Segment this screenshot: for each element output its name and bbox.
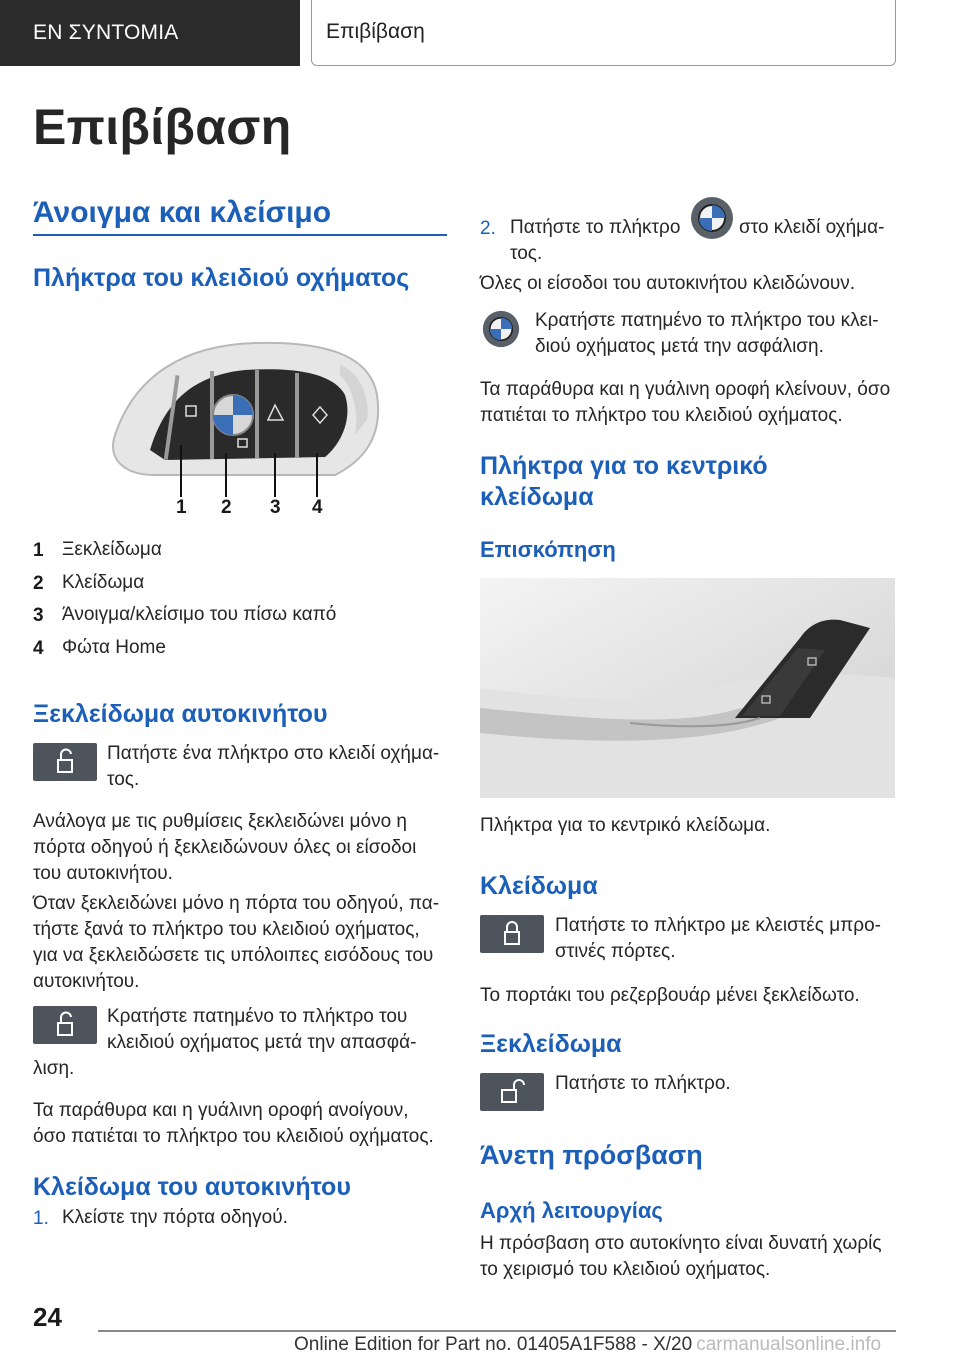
- legend-num: 1: [33, 540, 44, 561]
- lock-icon: [480, 915, 544, 953]
- text-line: Κρατήστε πατημένο το πλήκτρο του: [107, 1006, 408, 1027]
- watermark: carmanualsonline.info: [696, 1334, 882, 1355]
- legend-num: 2: [33, 573, 44, 594]
- text-line: Το πορτάκι του ρεζερβουάρ μένει ξεκλείδωτο.: [480, 985, 860, 1006]
- step-text: Κλείστε την πόρτα οδηγού.: [62, 1207, 288, 1228]
- text-line: Όλες οι είσοδοι του αυτοκινήτου κλειδώνουν.: [480, 273, 856, 294]
- heading-lock-vehicle: Κλείδωμα του αυτοκινήτου: [33, 1173, 351, 1201]
- legend-num: 3: [33, 605, 44, 626]
- step-text: τος.: [510, 243, 543, 264]
- step-text: Πατήστε το πλήκτρο: [510, 217, 681, 238]
- heading-unlock-vehicle: Ξεκλείδωμα αυτοκινήτου: [33, 700, 328, 728]
- text-line: το χειρισμό του κλειδιού οχήματος.: [480, 1259, 771, 1280]
- heading-rule: [33, 234, 447, 236]
- unlock-icon: [33, 1006, 97, 1044]
- step-number: 1.: [33, 1208, 49, 1229]
- text-line: Τα παράθυρα και η γυάλινη οροφή ανοίγουν,: [33, 1100, 409, 1121]
- heading-overview: Επισκόπηση: [480, 537, 616, 562]
- heading-principle: Αρχή λειτουργίας: [480, 1198, 663, 1223]
- text-line: Πατήστε το πλήκτρο με κλειστές μπρο-: [555, 915, 881, 936]
- legend-num: 4: [33, 638, 44, 659]
- callout-2: 2: [221, 497, 232, 518]
- step-number: 2.: [480, 218, 496, 239]
- text-line: για να ξεκλειδώσετε τις υπόλοιπες εισόδους του: [33, 945, 434, 966]
- text-line: Πατήστε το πλήκτρο.: [555, 1073, 731, 1094]
- heading-unlock: Ξεκλείδωμα: [480, 1030, 622, 1058]
- text-line: πατιέται το πλήκτρο του κλειδιού οχήματος.: [480, 405, 843, 426]
- text-line: του αυτοκινήτου.: [33, 863, 173, 884]
- callout-1: 1: [176, 497, 187, 518]
- callout-4: 4: [312, 497, 323, 518]
- legend-label: Άνοιγμα/κλείσιμο του πίσω καπό: [62, 604, 337, 625]
- text-line: κλειδιού οχήματος μετά την απασφά-: [107, 1032, 417, 1053]
- edition-text: Online Edition for Part no. 01405A1F588 - X/20: [294, 1334, 693, 1355]
- text-line: πόρτα οδηγού ή ξεκλειδώνουν όλες οι είσοδοι: [33, 837, 417, 858]
- text-line: Κρατήστε πατημένο το πλήκτρο του κλει-: [535, 310, 879, 331]
- text-line: στινές πόρτες.: [555, 941, 676, 962]
- heading-comfort-access: Άνετη πρόσβαση: [480, 1140, 703, 1170]
- heading-key-buttons: Πλήκτρα του κλειδιού οχήματος: [33, 264, 410, 292]
- figure-caption: Πλήκτρα για το κεντρικό κλείδωμα.: [480, 815, 771, 836]
- heading-open-close: Άνοιγμα και κλείσιμο: [33, 196, 332, 229]
- chapter-tab: Επιβίβαση: [311, 0, 896, 66]
- bmw-logo-icon: [482, 310, 520, 348]
- text-line: τος.: [107, 769, 140, 790]
- legend-label: Φώτα Home: [62, 637, 166, 658]
- key-fob-illustration: [95, 335, 390, 520]
- legend-label: Κλείδωμα: [62, 572, 145, 593]
- step-text: στο κλειδί οχήμα-: [739, 217, 885, 238]
- text-line: Η πρόσβαση στο αυτοκίνητο είναι δυνατή χωρίς: [480, 1233, 882, 1254]
- text-line: Όταν ξεκλειδώνει μόνο η πόρτα του οδηγού, πα-: [33, 893, 440, 914]
- unlock-icon: [33, 743, 97, 781]
- text-line: λιση.: [33, 1058, 75, 1079]
- heading-central-locking: Πλήκτρα για το κεντρικό: [480, 452, 768, 480]
- section-tab: ΕΝ ΣΥΝΤΟΜΙΑ: [0, 0, 300, 66]
- heading-lock: Κλείδωμα: [480, 872, 598, 900]
- text-line: Ανάλογα με τις ρυθμίσεις ξεκλειδώνει μόνο η: [33, 811, 407, 832]
- heading-central-locking: κλείδωμα: [480, 483, 594, 511]
- footer-edition: [294, 1334, 881, 1356]
- unlock-icon: [480, 1073, 544, 1111]
- text-line: όσο πατιέται το πλήκτρο του κλειδιού οχήματος.: [33, 1126, 434, 1147]
- door-buttons-photo: [480, 578, 895, 798]
- text-line: αυτοκινήτου.: [33, 971, 140, 992]
- text-line: διού οχήματος μετά την ασφάλιση.: [535, 336, 824, 357]
- legend-label: Ξεκλείδωμα: [62, 539, 162, 560]
- page-title: Επιβίβαση: [33, 99, 292, 155]
- callout-3: 3: [270, 497, 281, 518]
- page-number: 24: [33, 1302, 62, 1332]
- bmw-logo-icon: [690, 196, 734, 240]
- footer-rule: [98, 1330, 896, 1332]
- text-line: τήστε ξανά το πλήκτρο του κλειδιού οχήματος,: [33, 919, 420, 940]
- text-line: Πατήστε ένα πλήκτρο στο κλειδί οχήμα-: [107, 743, 440, 764]
- text-line: Τα παράθυρα και η γυάλινη οροφή κλείνουν, όσο: [480, 379, 891, 400]
